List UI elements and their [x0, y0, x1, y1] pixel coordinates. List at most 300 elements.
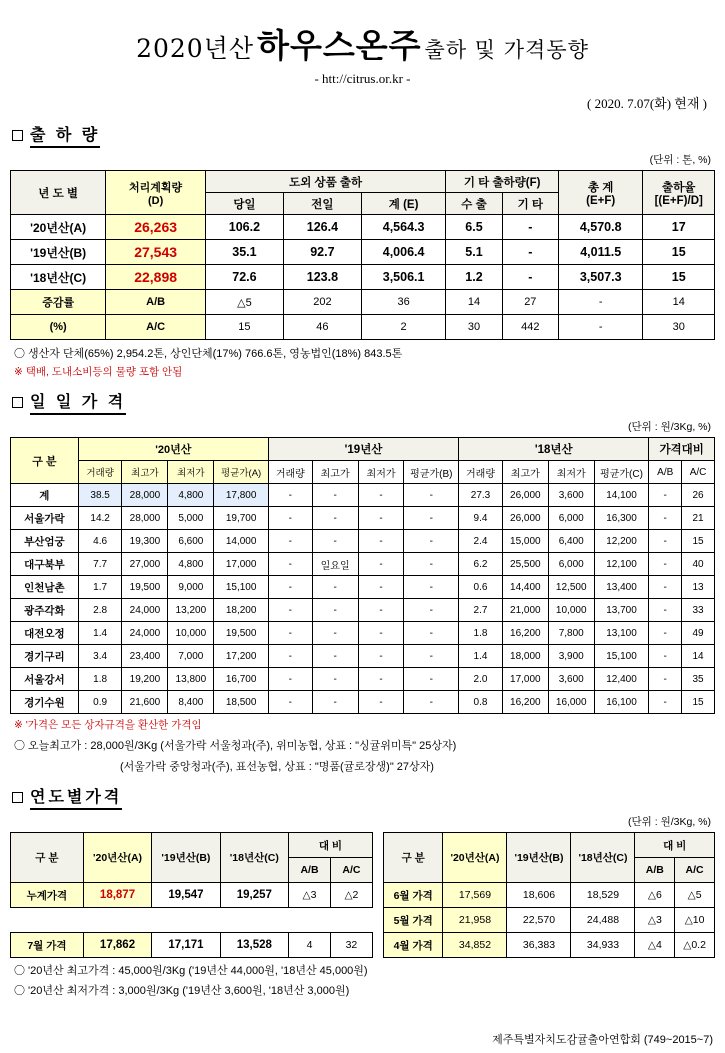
cell-avg-a: 15,100	[214, 576, 269, 599]
cell-right-b: 22,570	[507, 908, 571, 933]
th-division: 구 분	[11, 438, 79, 484]
cell-today: 35.1	[205, 240, 283, 265]
market-name: 부산엄궁	[11, 530, 79, 553]
cell-low-20: 10,000	[168, 622, 214, 645]
cell-vol-19: -	[268, 645, 312, 668]
blank-cell	[152, 908, 220, 933]
cell-high-19: -	[312, 622, 358, 645]
cell-vol-19: -	[268, 507, 312, 530]
section2-unit: (단위 : 원/3Kg, %)	[628, 421, 711, 433]
market-name: 경기수원	[11, 691, 79, 714]
cell-ab: -	[649, 507, 682, 530]
cell-avg-b: -	[404, 553, 459, 576]
cell-etc: -	[502, 215, 558, 240]
title-main: 하우스온주	[257, 26, 422, 65]
th-ab-right: A/B	[635, 858, 675, 883]
row-label: '18년산(C)	[11, 265, 106, 290]
section1-unit: (단위 : 톤, %)	[649, 154, 711, 166]
shipment-table	[10, 170, 715, 340]
cell-ab: -	[649, 668, 682, 691]
title-year: 2020년산	[136, 34, 255, 63]
cell-right-a: 34,852	[443, 933, 507, 958]
square-bullet-icon	[12, 397, 23, 408]
cell-low-18: 3,600	[548, 484, 594, 507]
cell-low-19: -	[358, 645, 404, 668]
cell-right-ab: △3	[635, 908, 675, 933]
cell-right-ac: △10	[675, 908, 715, 933]
cell-prev: 123.8	[283, 265, 361, 290]
section-heading-dailyprice	[12, 389, 715, 415]
cell-left-ac: △2	[330, 883, 372, 908]
cell-low-18: 6,400	[548, 530, 594, 553]
section1-note1: 〇 생산자 단체(65%) 2,954.2톤, 상인단체(17%) 766.6톤, 영농법인(18%) 843.5톤	[14, 348, 403, 360]
cell-low-19: -	[358, 668, 404, 691]
table-row	[11, 645, 715, 668]
market-name: 계	[11, 484, 79, 507]
th-year: 년 도 별	[11, 171, 106, 215]
th-ab: A/B	[649, 461, 682, 484]
th-plan: 처리계획량 (D)	[106, 171, 206, 215]
cell-avg-c: 14,100	[594, 484, 649, 507]
cell-low-18: 10,000	[548, 599, 594, 622]
cell-left-c: 19,257	[220, 883, 288, 908]
cell-low-18: 6,000	[548, 507, 594, 530]
cell-ac: 26	[682, 484, 715, 507]
row-label: '19년산(B)	[11, 240, 106, 265]
cell-avg-a: 14,000	[214, 530, 269, 553]
cell-avg-a: 19,500	[214, 622, 269, 645]
market-name: 경기구리	[11, 645, 79, 668]
cell-today: 106.2	[205, 215, 283, 240]
cell-right-c: 24,488	[571, 908, 635, 933]
section-heading-shipment	[12, 122, 715, 148]
table-row	[11, 240, 715, 265]
th-price-compare: 가격대비	[649, 438, 715, 461]
cell-high-20: 27,000	[122, 553, 168, 576]
th-avg-b: 평균가(B)	[404, 461, 459, 484]
cell-vol-18: 27.3	[459, 484, 503, 507]
cell-vol-19: -	[268, 530, 312, 553]
th-low-20: 최저가	[168, 461, 214, 484]
cell-ab: -	[649, 645, 682, 668]
table-row	[11, 933, 715, 958]
cell-low-20: 5,000	[168, 507, 214, 530]
th-y18-right: '18년산(C)	[571, 833, 635, 883]
th-rate: 출하율 [(E+F)/D]	[643, 171, 715, 215]
blank-cell	[289, 908, 331, 933]
blank-cell	[220, 908, 288, 933]
table-header-row	[11, 438, 715, 461]
cell-low-18: 3,900	[548, 645, 594, 668]
cell-avg-a: 17,800	[214, 484, 269, 507]
th-ac-right: A/C	[675, 858, 715, 883]
cell-etc: -	[502, 265, 558, 290]
cell-left-ab: △3	[289, 883, 331, 908]
cell-vol-18: 1.8	[459, 622, 503, 645]
th-today: 당일	[205, 193, 283, 215]
cell-total: 4,011.5	[558, 240, 642, 265]
cell-low-18: 3,600	[548, 668, 594, 691]
cell-low-19: -	[358, 530, 404, 553]
cell-high-18: 26,000	[502, 507, 548, 530]
table-row	[11, 883, 715, 908]
cell-diff-plan: △5	[205, 290, 283, 315]
cell-vol-20: 7.7	[78, 553, 122, 576]
cell-ab: -	[649, 530, 682, 553]
cell-low-18: 7,800	[548, 622, 594, 645]
cell-avg-a: 18,200	[214, 599, 269, 622]
cell-avg-b: -	[404, 507, 459, 530]
cell-diff-sum: 30	[446, 315, 502, 340]
section2-note-red: ※ '가격은 모든 상자규격을 환산한 가격임	[14, 719, 202, 731]
cell-high-18: 17,000	[502, 668, 548, 691]
organization-footer: 제주특별자치도감귤출아연합회 (749~2015~7)	[492, 1034, 713, 1046]
table-spacer	[372, 933, 383, 958]
cell-low-19: -	[358, 576, 404, 599]
cell-vol-18: 2.4	[459, 530, 503, 553]
blank-cell	[83, 908, 151, 933]
cell-vol-18: 0.6	[459, 576, 503, 599]
th-ac-left: A/C	[330, 858, 372, 883]
cell-vol-18: 6.2	[459, 553, 503, 576]
cell-left-a: 17,862	[83, 933, 151, 958]
cell-ac: 21	[682, 507, 715, 530]
th-y19-left: '19년산(B)	[152, 833, 220, 883]
cell-right-ac: △0.2	[675, 933, 715, 958]
th-prev: 전일	[283, 193, 361, 215]
cell-diff-total: 30	[643, 315, 715, 340]
cell-left-ab: 4	[289, 933, 331, 958]
th-total: 총 계 (E+F)	[558, 171, 642, 215]
diff-label: 증감률	[11, 290, 106, 315]
cell-high-19: -	[312, 484, 358, 507]
site-url: - htt://citrus.or.kr -	[314, 71, 411, 86]
table-row	[11, 599, 715, 622]
th-vol-18: 거래량	[459, 461, 503, 484]
cell-ac: 15	[682, 530, 715, 553]
th-outside: 도외 상품 출하	[205, 171, 445, 193]
market-name: 서울가락	[11, 507, 79, 530]
cell-high-20: 23,400	[122, 645, 168, 668]
table-row	[11, 265, 715, 290]
square-bullet-icon	[12, 792, 23, 803]
market-name: 인천남촌	[11, 576, 79, 599]
cell-low-20: 13,200	[168, 599, 214, 622]
market-name: 대구북부	[11, 553, 79, 576]
row-label-right: 6월 가격	[383, 883, 443, 908]
cell-rate: 15	[643, 265, 715, 290]
cell-sum: 3,506.1	[361, 265, 445, 290]
cell-avg-c: 13,400	[594, 576, 649, 599]
cell-vol-19: -	[268, 668, 312, 691]
cell-plan: 27,543	[106, 240, 206, 265]
cell-high-18: 26,000	[502, 484, 548, 507]
cell-rate: 15	[643, 240, 715, 265]
th-high-19: 최고가	[312, 461, 358, 484]
cell-low-20: 8,400	[168, 691, 214, 714]
cell-vol-20: 3.4	[78, 645, 122, 668]
cell-low-18: 6,000	[548, 553, 594, 576]
cell-vol-19: -	[268, 576, 312, 599]
cell-right-c: 34,933	[571, 933, 635, 958]
cell-vol-20: 2.8	[78, 599, 122, 622]
cell-high-18: 21,000	[502, 599, 548, 622]
cell-vol-19: -	[268, 599, 312, 622]
cell-vol-19: -	[268, 691, 312, 714]
market-name: 대전오정	[11, 622, 79, 645]
cell-high-18: 25,500	[502, 553, 548, 576]
cell-high-20: 24,000	[122, 622, 168, 645]
cell-diff-total: 14	[643, 290, 715, 315]
cell-right-b: 36,383	[507, 933, 571, 958]
th-compare-left: 대 비	[289, 833, 373, 858]
cell-high-18: 16,200	[502, 691, 548, 714]
table-spacer	[372, 833, 383, 933]
cell-high-20: 19,300	[122, 530, 168, 553]
table-row	[11, 622, 715, 645]
cell-right-ab: △4	[635, 933, 675, 958]
cell-avg-a: 18,500	[214, 691, 269, 714]
table-row	[11, 215, 715, 240]
report-date: ( 2020. 7.07(화) 현재 )	[587, 96, 707, 111]
cell-high-20: 28,000	[122, 507, 168, 530]
cell-diff-today: 46	[283, 315, 361, 340]
cell-ac: 15	[682, 691, 715, 714]
cell-right-b: 18,606	[507, 883, 571, 908]
row-label-right: 5월 가격	[383, 908, 443, 933]
cell-low-19: -	[358, 553, 404, 576]
cell-diff-prev: 2	[361, 315, 445, 340]
cell-vol-20: 1.8	[78, 668, 122, 691]
cell-high-20: 28,000	[122, 484, 168, 507]
cell-avg-b: -	[404, 530, 459, 553]
cell-ab: -	[649, 576, 682, 599]
cell-ac: 40	[682, 553, 715, 576]
cell-vol-19: -	[268, 622, 312, 645]
cell-high-19: -	[312, 668, 358, 691]
table-row	[11, 553, 715, 576]
th-high-18: 최고가	[502, 461, 548, 484]
cell-avg-b: -	[404, 645, 459, 668]
cell-vol-20: 14.2	[78, 507, 122, 530]
row-label-right: 4월 가격	[383, 933, 443, 958]
section2-title: 일 일 가 격	[30, 389, 126, 415]
cell-vol-20: 1.4	[78, 622, 122, 645]
cell-high-19: -	[312, 599, 358, 622]
table-row	[11, 530, 715, 553]
section3-note1: 〇 '20년산 최고가격 : 45,000원/3Kg ('19년산 44,000원, '18년산 45,000원)	[14, 965, 368, 977]
table-row	[11, 668, 715, 691]
cell-diff-plan: 15	[205, 315, 283, 340]
cell-diff-etc: -	[558, 315, 642, 340]
section3-unit: (단위 : 원/3Kg, %)	[628, 816, 711, 828]
cell-vol-20: 38.5	[78, 484, 122, 507]
table-row	[11, 484, 715, 507]
cell-low-19: -	[358, 484, 404, 507]
yearly-price-table	[10, 832, 715, 958]
cell-avg-b: -	[404, 484, 459, 507]
th-division-right: 구 분	[383, 833, 443, 883]
cell-vol-18: 2.7	[459, 599, 503, 622]
cell-low-20: 13,800	[168, 668, 214, 691]
cell-avg-b: -	[404, 599, 459, 622]
cell-diff-export: 442	[502, 315, 558, 340]
cell-avg-c: 15,100	[594, 645, 649, 668]
cell-ac: 33	[682, 599, 715, 622]
th-division-left: 구 분	[11, 833, 84, 883]
th-avg-c: 평균가(C)	[594, 461, 649, 484]
table-row	[11, 507, 715, 530]
table-row-diff	[11, 290, 715, 315]
th-other: 기 타 출하량(F)	[446, 171, 559, 193]
table-row-diff	[11, 315, 715, 340]
cell-left-a: 18,877	[83, 883, 151, 908]
th-compare-right: 대 비	[635, 833, 715, 858]
table-row	[11, 576, 715, 599]
cell-avg-a: 17,000	[214, 553, 269, 576]
cell-low-18: 12,500	[548, 576, 594, 599]
cell-low-19: -	[358, 507, 404, 530]
cell-high-19: 일요일	[312, 553, 358, 576]
cell-high-19: -	[312, 507, 358, 530]
pct-label: (%)	[11, 315, 106, 340]
cell-high-19: -	[312, 530, 358, 553]
th-ac: A/C	[682, 461, 715, 484]
cell-vol-18: 9.4	[459, 507, 503, 530]
cell-ac: 14	[682, 645, 715, 668]
cell-avg-c: 12,200	[594, 530, 649, 553]
cell-low-19: -	[358, 599, 404, 622]
cell-prev: 92.7	[283, 240, 361, 265]
page-title	[10, 20, 715, 67]
th-year-2020: '20년산	[78, 438, 268, 461]
cell-low-20: 4,800	[168, 484, 214, 507]
cell-avg-b: -	[404, 622, 459, 645]
cell-diff-export: 27	[502, 290, 558, 315]
cell-high-18: 15,000	[502, 530, 548, 553]
row-label-left: 누계가격	[11, 883, 84, 908]
cell-avg-c: 16,100	[594, 691, 649, 714]
blank-cell	[330, 908, 372, 933]
section-heading-yearly	[12, 784, 715, 810]
cell-ab: -	[649, 484, 682, 507]
cell-high-18: 18,000	[502, 645, 548, 668]
cell-today: 72.6	[205, 265, 283, 290]
table-subheader-row	[11, 461, 715, 484]
cell-total: 3,507.3	[558, 265, 642, 290]
cell-avg-c: 12,100	[594, 553, 649, 576]
cell-low-20: 6,600	[168, 530, 214, 553]
cell-low-19: -	[358, 691, 404, 714]
section3-note2: 〇 '20년산 최저가격 : 3,000원/3Kg ('19년산 3,600원, '18년산 3,000원)	[14, 985, 350, 997]
table-row	[11, 691, 715, 714]
cell-vol-20: 1.7	[78, 576, 122, 599]
cell-ab: -	[649, 691, 682, 714]
cell-export: 5.1	[446, 240, 502, 265]
cell-low-20: 9,000	[168, 576, 214, 599]
daily-price-table	[10, 437, 715, 714]
market-name: 광주각화	[11, 599, 79, 622]
table-header-row	[11, 171, 715, 193]
cell-high-20: 19,500	[122, 576, 168, 599]
cell-sum: 4,006.4	[361, 240, 445, 265]
section3-title: 연도별가격	[30, 784, 122, 810]
th-sum-e: 계 (E)	[361, 193, 445, 215]
th-y20-right: '20년산(A)	[443, 833, 507, 883]
cell-avg-b: -	[404, 576, 459, 599]
cell-right-a: 21,958	[443, 908, 507, 933]
cell-avg-b: -	[404, 691, 459, 714]
cell-vol-20: 0.9	[78, 691, 122, 714]
cell-left-c: 13,528	[220, 933, 288, 958]
diff-key: A/B	[106, 290, 206, 315]
cell-right-c: 18,529	[571, 883, 635, 908]
th-year-2019: '19년산	[268, 438, 458, 461]
cell-diff-prev: 36	[361, 290, 445, 315]
cell-low-18: 16,000	[548, 691, 594, 714]
cell-high-19: -	[312, 645, 358, 668]
cell-ac: 13	[682, 576, 715, 599]
cell-left-b: 17,171	[152, 933, 220, 958]
cell-diff-sum: 14	[446, 290, 502, 315]
cell-rate: 17	[643, 215, 715, 240]
th-vol-19: 거래량	[268, 461, 312, 484]
cell-ab: -	[649, 553, 682, 576]
market-name: 서울강서	[11, 668, 79, 691]
cell-vol-18: 0.8	[459, 691, 503, 714]
th-export: 수 출	[446, 193, 502, 215]
th-y20-left: '20년산(A)	[83, 833, 151, 883]
th-vol-20: 거래량	[78, 461, 122, 484]
cell-high-18: 14,400	[502, 576, 548, 599]
cell-right-ab: △6	[635, 883, 675, 908]
table-header-row	[11, 833, 715, 858]
section2-note1: 〇 오늘최고가 : 28,000원/3Kg (서울가락 서울청과(주), 위미농협, 상표 : "싱귤위미특" 25상자)	[14, 740, 457, 752]
cell-vol-19: -	[268, 484, 312, 507]
cell-ab: -	[649, 599, 682, 622]
square-bullet-icon	[12, 130, 23, 141]
cell-high-20: 21,600	[122, 691, 168, 714]
th-ab-left: A/B	[289, 858, 331, 883]
title-sub: 출하 및 가격동향	[424, 38, 589, 62]
th-high-20: 최고가	[122, 461, 168, 484]
section1-note2: ※ 택배, 도내소비등의 물량 포함 안됨	[14, 366, 183, 378]
cell-diff-etc: -	[558, 290, 642, 315]
cell-export: 1.2	[446, 265, 502, 290]
cell-high-20: 19,200	[122, 668, 168, 691]
th-low-18: 최저가	[548, 461, 594, 484]
cell-export: 6.5	[446, 215, 502, 240]
cell-vol-18: 1.4	[459, 645, 503, 668]
diff-key: A/C	[106, 315, 206, 340]
cell-avg-c: 12,400	[594, 668, 649, 691]
cell-high-19: -	[312, 576, 358, 599]
cell-high-20: 24,000	[122, 599, 168, 622]
cell-low-19: -	[358, 622, 404, 645]
row-label: '20년산(A)	[11, 215, 106, 240]
cell-ab: -	[649, 622, 682, 645]
cell-avg-c: 16,300	[594, 507, 649, 530]
cell-plan: 26,263	[106, 215, 206, 240]
th-y19-right: '19년산(B)	[507, 833, 571, 883]
cell-right-a: 17,569	[443, 883, 507, 908]
cell-avg-c: 13,700	[594, 599, 649, 622]
cell-low-20: 4,800	[168, 553, 214, 576]
section1-title: 출 하 량	[30, 122, 100, 148]
cell-vol-20: 4.6	[78, 530, 122, 553]
section2-note2: (서울가락 중앙청과(주), 표선농협, 상표 : "명품(귤로장생)" 27상자)	[120, 761, 434, 773]
cell-low-20: 7,000	[168, 645, 214, 668]
